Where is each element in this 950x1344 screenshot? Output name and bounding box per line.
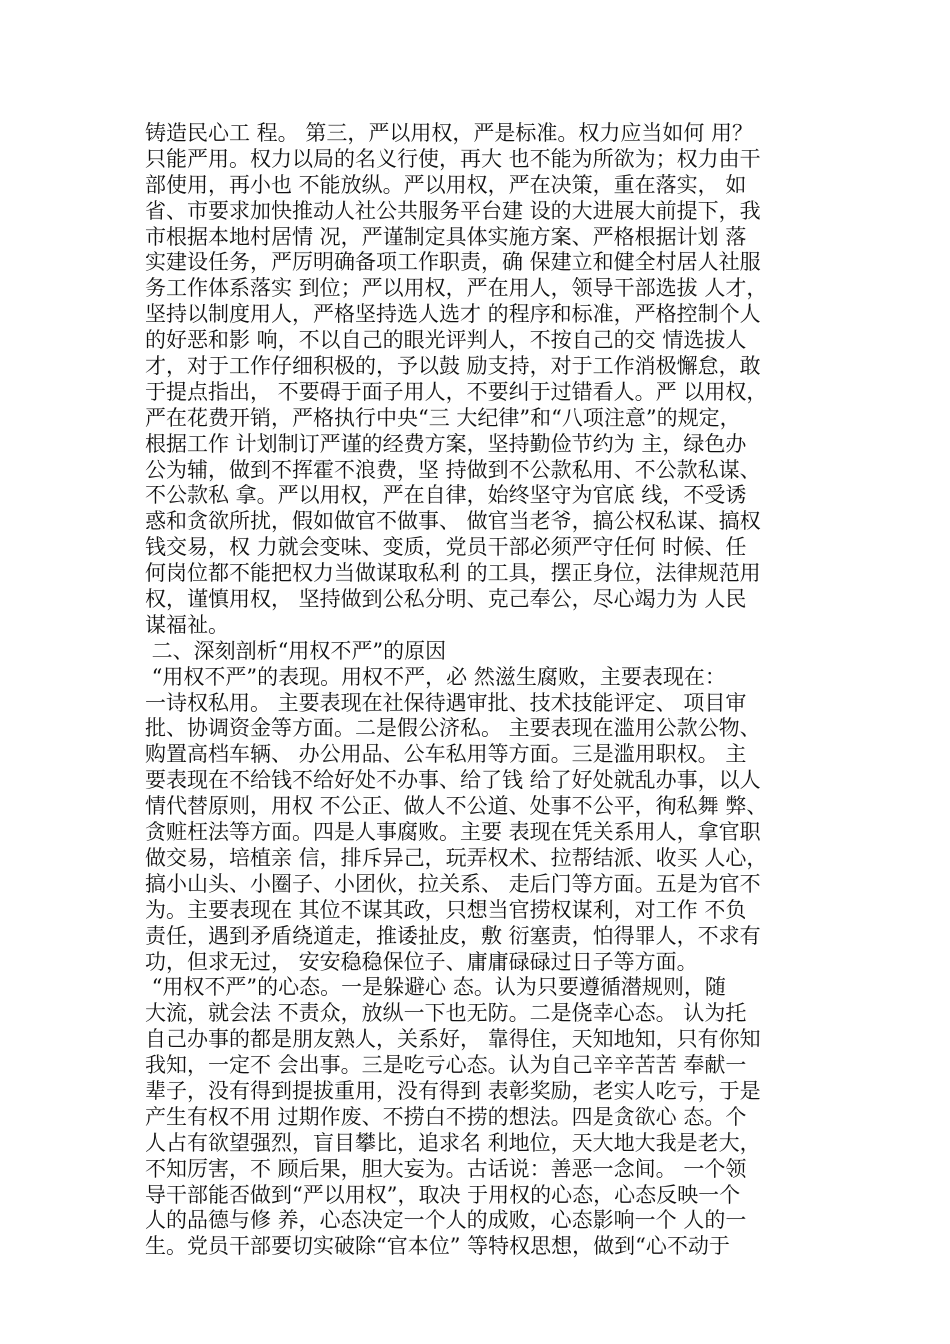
text-line: 情代替原则，用权 不公正、做人不公道、处事不公平，徇私舞 弊、 <box>145 794 768 819</box>
text-line: 权，谨慎用权， 坚持做到公私分明、克己奉公，尽心竭力为 人民 <box>145 587 747 612</box>
text-line: 生。党员干部要切实破除“官本位” 等特权思想，做到“心不动于 <box>145 1234 730 1259</box>
text-line: 省、市要求加快推动人社公共服务平台建 设的大进展大前提下，我 <box>145 198 761 223</box>
section-heading: 二、深刻剖析“用权不严”的原因 <box>145 638 447 663</box>
text-line: 市根据本地村居情 况，严谨制定具体实施方案、严格根据计划 落 <box>145 224 747 249</box>
text-line: 根据工作 计划制订严谨的经费方案，坚持勤俭节约为 主，绿色办 <box>145 431 747 456</box>
text-line: 实建设任务，严厉明确备项工作职责，确 保建立和健全村居人社服 <box>145 250 761 275</box>
text-line: “用权不严”的表现。用权不严，必 然滋生腐败，主要表现在： <box>145 664 726 689</box>
text-line: 批、协调资金等方面。二是假公济私。 主要表现在滥用公款公物、 <box>145 716 761 741</box>
text-line: 导干部能否做到“严以用权”，取决 于用权的心态，心态反映一个 <box>145 1182 741 1207</box>
text-line: 贪赃枉法等方面。四是人事腐败。主要 表现在凭关系用人，拿官职 <box>145 820 761 845</box>
text-line: 钱交易，权 力就会变味、变质，党员干部必须严守任何 时候、任 <box>145 535 747 560</box>
text-line: 公为辅，做到不挥霍不浪费，坚 持做到不公款私用、不公款私谋、 <box>145 457 761 482</box>
text-line: 产生有权不用 过期作废、不捞白不捞的想法。四是贪欲心 态。个 <box>145 1104 747 1129</box>
text-line: 自己办事的都是朋友熟人，关系好， 靠得住，天知地知，只有你知 <box>145 1027 761 1052</box>
text-line: 人占有欲望强烈，盲目攀比，追求名 利地位，天大地大我是老大， <box>145 1130 761 1155</box>
text-line: 不知厉害，不 顾后果，胆大妄为。古话说：善恶一念间。 一个领 <box>145 1156 747 1181</box>
text-line: 功，但求无过， 安安稳稳保位子、庸庸碌碌过日子等方面。 <box>145 949 698 974</box>
text-line: 要表现在不给钱不给好处不办事、给了钱 给了好处就乱办事，以人 <box>145 768 761 793</box>
text-line: 人的品德与修 养，心态决定一个人的成败，心态影响一个 人的一 <box>145 1208 747 1233</box>
text-line: 才，对于工作仔细积极的，予以鼓 励支持，对于工作消极懈怠，敢 <box>145 354 761 379</box>
text-line: 严在花费开销，严格执行中央“三 大纪律”和“八项注意”的规定， <box>145 405 741 430</box>
text-line: 大流，就会法 不责众，放纵一下也无防。二是侥幸心态。 认为托 <box>145 1001 747 1026</box>
text-line: 谋福祉。 <box>145 612 229 637</box>
text-line: 只能严用。权力以局的名义行使，再大 也不能为所欲为；权力由干 <box>145 146 761 171</box>
text-line: 何岗位都不能把权力当做谋取私利 的工具，摆正身位，法律规范用 <box>145 561 761 586</box>
text-line: “用权不严”的心态。一是躲避心 态。认为只要遵循潜规则，随 <box>145 975 726 1000</box>
text-line: 责任，遇到矛盾绕道走，推诿扯皮，敷 衍塞责，怕得罪人，不求有 <box>145 923 761 948</box>
text-line: 我知，一定不 会出事。三是吃亏心态。认为自己辛辛苦苦 奉献一 <box>145 1053 747 1078</box>
text-line: 的好恶和影 响，不以自己的眼光评判人，不按自己的交 情选拔人 <box>145 328 747 353</box>
text-line: 部使用，再小也 不能放纵。严以用权，严在决策，重在落实， 如 <box>145 172 747 197</box>
text-line: 务工作体系落实 到位；严以用权，严在用人，领导干部选拔 人才， <box>145 276 768 301</box>
body-text <box>145 121 815 1260</box>
text-line: 坚持以制度用人，严格坚持选人选才 的程序和标准，严格控制个人 <box>145 302 761 327</box>
text-line: 为。主要表现在 其位不谋其政，只想当官捞权谋利，对工作 不负 <box>145 897 747 922</box>
text-line: 惑和贪欲所扰，假如做官不做事、 做官当老爷，搞公权私谋、搞权 <box>145 509 761 534</box>
text-line: 不公款私 拿。严以用权，严在自律，始终坚守为官底 线，不受诱 <box>145 483 747 508</box>
text-line: 辈子，没有得到提拔重用，没有得到 表彰奖励，老实人吃亏，于是 <box>145 1078 761 1103</box>
text-line: 一诗权私用。 主要表现在社保待遇审批、技术技能评定、 项目审 <box>145 690 747 715</box>
text-line: 搞小山头、小圈子、小团伙，拉关系、 走后门等方面。五是为官不 <box>145 871 761 896</box>
text-line: 于提点指出， 不要碍于面子用人，不要纠于过错看人。严 以用权， <box>145 379 768 404</box>
text-line: 购置高档车辆、 办公用品、公车私用等方面。三是滥用职权。 主 <box>145 742 747 767</box>
text-line: 做交易，培植亲 信，排斥异己，玩弄权术、拉帮结派、收买 人心， <box>145 845 768 870</box>
text-line: 铸造民心工 程。 第三，严以用权，严是标准。权力应当如何 用？ <box>145 121 754 145</box>
